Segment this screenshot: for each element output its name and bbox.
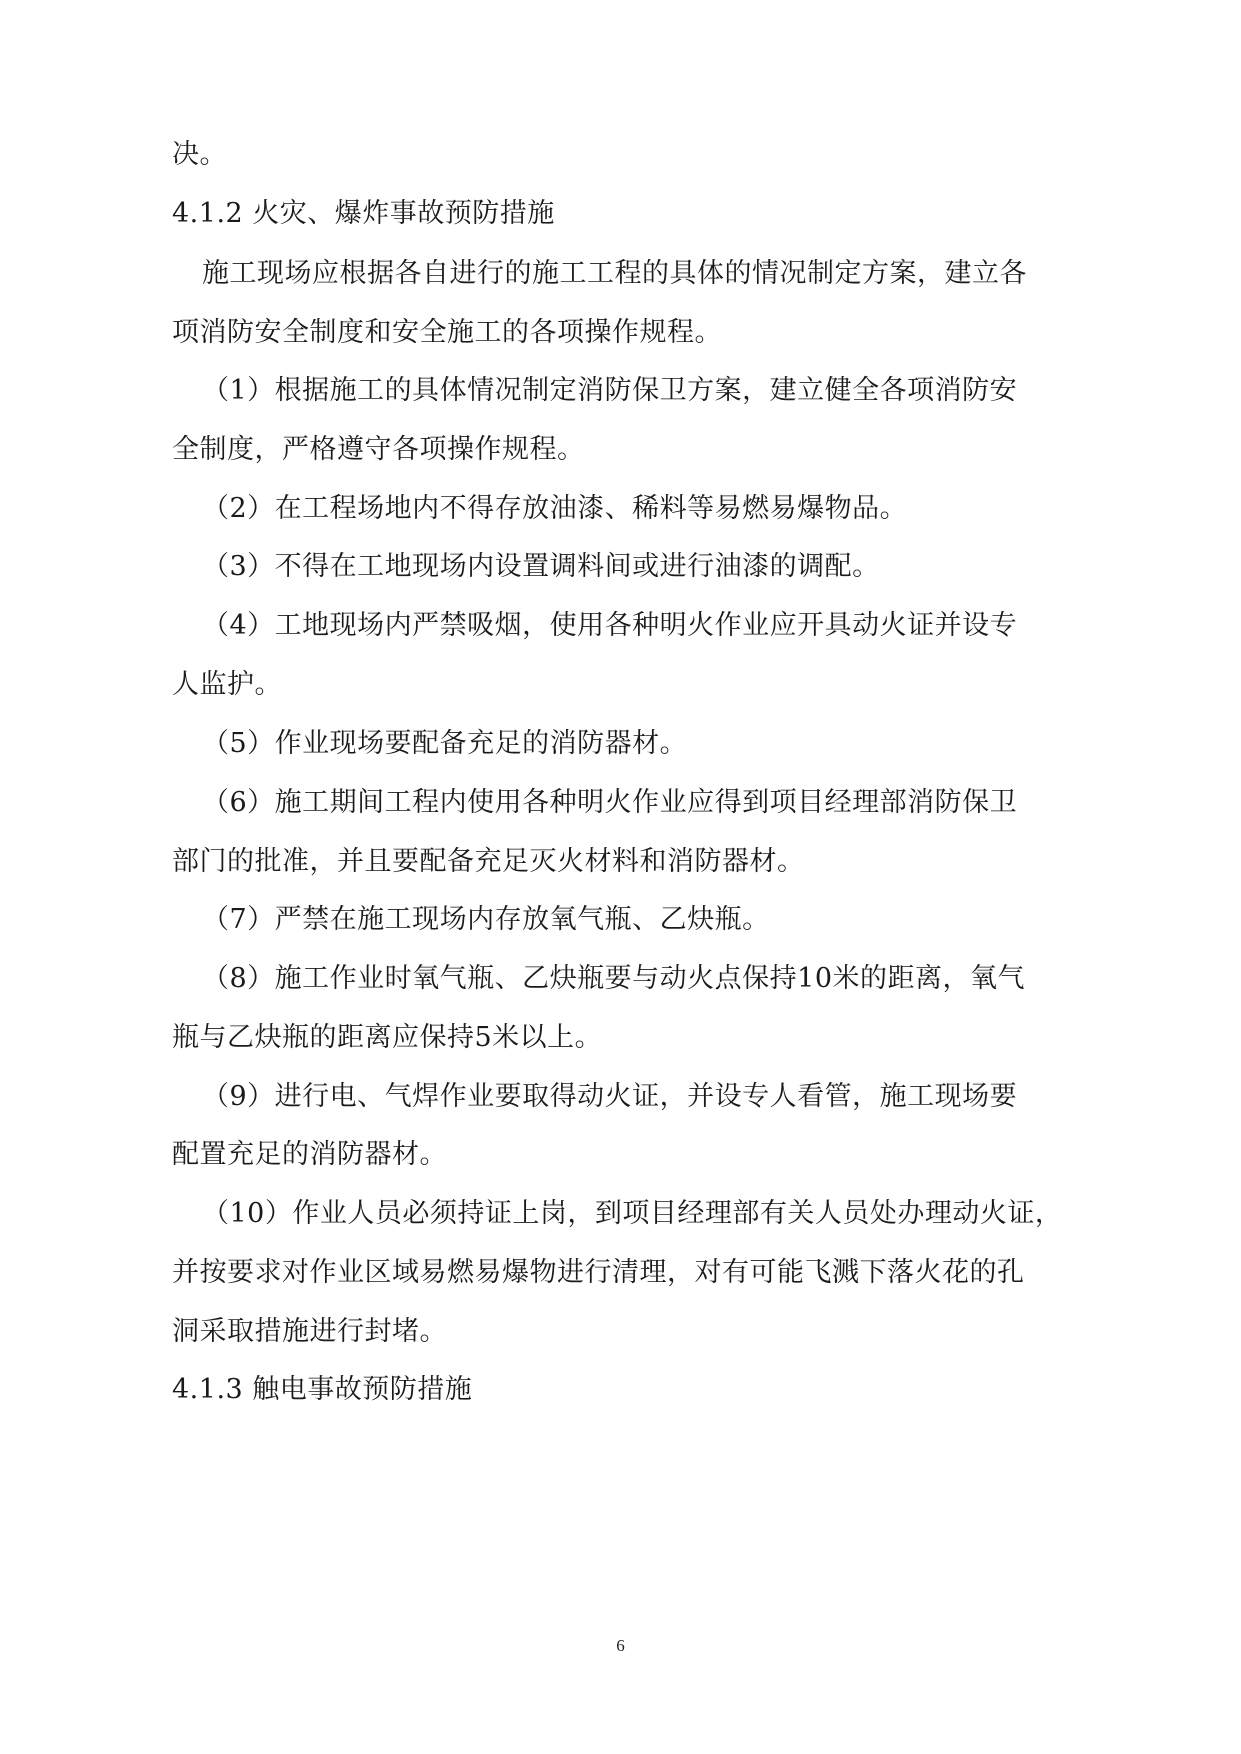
list-item-line: （4）工地现场内严禁吸烟，使用各种明火作业应开具动火证并设专: [202, 610, 1018, 641]
paragraph-line: 决。: [172, 139, 227, 170]
list-item-line: 瓶与乙炔瓶的距离应保持5米以上。: [172, 1022, 603, 1053]
section-heading: 4.1.3 触电事故预防措施: [172, 1374, 473, 1405]
list-item-line: 洞采取措施进行封堵。: [172, 1316, 447, 1347]
page-number: 6: [616, 1636, 625, 1655]
list-item-line: （7）严禁在施工现场内存放氧气瓶、乙炔瓶。: [202, 904, 770, 935]
list-item-line: （5）作业现场要配备充足的消防器材。: [202, 728, 688, 759]
list-item-line: （8）施工作业时氧气瓶、乙炔瓶要与动火点保持10米的距离，氧气: [202, 963, 1026, 994]
paragraph-line: 施工现场应根据各自进行的施工工程的具体的情况制定方案，建立各: [202, 258, 1027, 289]
paragraph-line: 项消防安全制度和安全施工的各项操作规程。: [172, 317, 722, 348]
list-item-line: 人监护。: [172, 669, 282, 700]
list-item-line: 配置充足的消防器材。: [172, 1139, 447, 1170]
list-item-line: 部门的批准，并且要配备充足灭火材料和消防器材。: [172, 846, 805, 877]
section-heading: 4.1.2 火灾、爆炸事故预防措施: [172, 198, 555, 229]
list-item-line: （1）根据施工的具体情况制定消防保卫方案，建立健全各项消防安: [202, 375, 1018, 406]
list-item-line: （10）作业人员必须持证上岗，到项目经理部有关人员处办理动火证，: [202, 1198, 1063, 1229]
list-item-line: 并按要求对作业区域易燃易爆物进行清理，对有可能飞溅下落火花的孔: [172, 1257, 1025, 1288]
list-item-line: （6）施工期间工程内使用各种明火作业应得到项目经理部消防保卫: [202, 787, 1018, 818]
list-item-line: （2）在工程场地内不得存放油漆、稀料等易燃易爆物品。: [202, 493, 908, 524]
list-item-line: （9）进行电、气焊作业要取得动火证，并设专人看管，施工现场要: [202, 1081, 1018, 1112]
list-item-line: （3）不得在工地现场内设置调料间或进行油漆的调配。: [202, 551, 880, 582]
list-item-line: 全制度，严格遵守各项操作规程。: [172, 434, 585, 465]
